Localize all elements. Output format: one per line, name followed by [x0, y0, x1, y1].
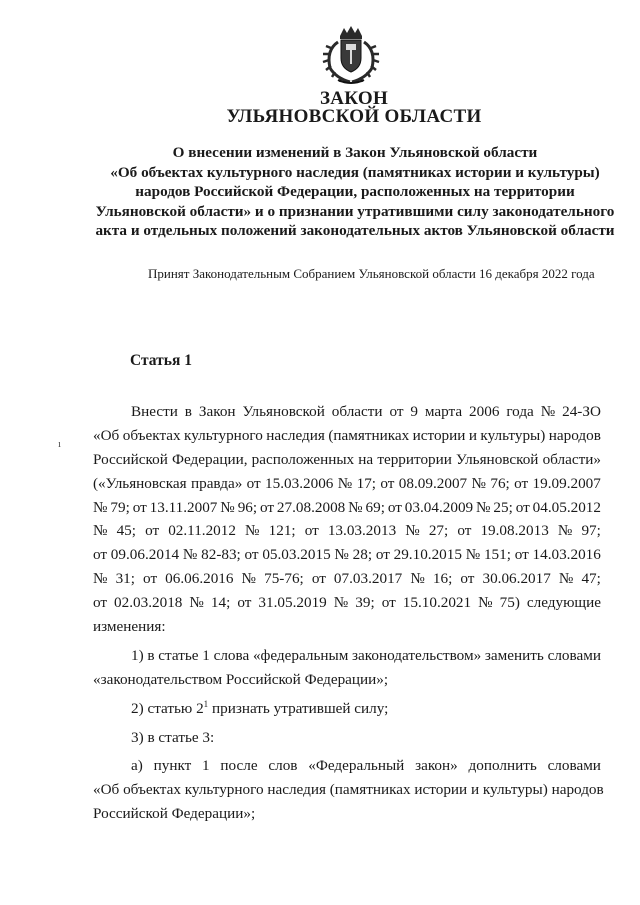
word: 16;	[432, 570, 453, 588]
word: от	[460, 570, 475, 588]
word: «Об	[93, 426, 120, 444]
word: от	[93, 594, 108, 612]
body-line	[93, 424, 601, 448]
word: 39;	[355, 594, 375, 612]
word: 29.10.2015	[393, 546, 462, 564]
word: 13.11.2007	[149, 498, 218, 516]
word: 76;	[490, 474, 510, 492]
word: 82-83;	[201, 546, 241, 564]
word: от	[145, 522, 160, 540]
word: Ульяновской	[456, 450, 539, 468]
body-line	[93, 567, 601, 591]
word: законодательством»	[352, 646, 482, 664]
item-2-line	[93, 697, 601, 721]
word: №	[93, 570, 108, 588]
word: 1)	[131, 646, 144, 664]
word: 9	[410, 403, 418, 420]
word: от	[387, 498, 402, 516]
body-line	[93, 448, 601, 472]
word: объектах	[122, 426, 181, 444]
body-line	[93, 591, 601, 615]
law-region-title: УЛЬЯНОВСКОЙ ОБЛАСТИ	[226, 106, 482, 127]
word: №	[558, 570, 574, 588]
word: (памятниках	[328, 426, 410, 444]
word: в	[184, 403, 192, 420]
body-line	[93, 400, 601, 424]
word: и	[468, 426, 477, 444]
word: «федеральным	[252, 646, 349, 664]
word: 24-ЗО	[562, 403, 601, 420]
word: правда»	[190, 474, 243, 492]
item-2-text-suffix: признать утратившей силу;	[208, 699, 389, 717]
word: №	[471, 474, 486, 492]
subject-line: Ульяновской области» и о признании утратившими силу законодательного	[95, 202, 615, 220]
word: №	[540, 403, 556, 420]
word: 05.03.2015	[262, 546, 331, 564]
article-body	[93, 400, 604, 826]
coat-of-arms-emblem	[316, 24, 386, 88]
word: №	[348, 498, 363, 516]
word: года	[506, 403, 534, 420]
word: расположенных	[251, 450, 355, 468]
word: №	[557, 522, 573, 540]
word: 28;	[352, 546, 373, 564]
word: территории	[377, 450, 452, 468]
word: народов	[548, 426, 601, 444]
word: марта	[424, 403, 463, 420]
word: 69;	[365, 498, 385, 516]
word: 27;	[428, 522, 449, 540]
word: 75)	[499, 594, 520, 612]
word: после	[220, 757, 258, 775]
word: №	[333, 594, 349, 612]
word: от	[244, 546, 259, 564]
item-3a-line: «Об объектах культурного наследия (памятниках истории и культуры) народов	[93, 781, 604, 799]
word: от	[143, 570, 158, 588]
law-subject	[95, 143, 615, 241]
word: от	[380, 474, 395, 492]
word: №	[465, 546, 481, 564]
word: 2006	[469, 403, 500, 420]
item-2-text: 2) статью 2	[131, 699, 204, 717]
word: от	[304, 522, 319, 540]
word: №	[93, 498, 108, 516]
word: 47;	[581, 570, 601, 588]
word: культурного	[184, 426, 263, 444]
word: культуры)	[480, 426, 546, 444]
word: от	[457, 522, 472, 540]
body-line	[93, 472, 601, 496]
word: статье	[158, 646, 199, 664]
word: 14;	[210, 594, 231, 612]
item-3a-line: Российской Федерации»;	[93, 805, 256, 823]
word: 04.05.2012	[532, 498, 601, 516]
body-line: изменения:	[93, 618, 166, 636]
word: от	[389, 403, 404, 420]
word: 121;	[268, 522, 296, 540]
word: 15.03.2006	[265, 474, 334, 492]
word: Внести	[131, 403, 178, 420]
word: №	[337, 474, 353, 492]
word: от	[260, 498, 275, 516]
word: словами	[547, 757, 601, 775]
subject-line: акта и отдельных положений законодательных актов Ульяновской области	[95, 222, 615, 240]
body-line	[93, 496, 601, 520]
word: 19.09.2007	[532, 474, 601, 492]
word: Ульяновской	[242, 403, 325, 420]
word: №	[189, 594, 204, 612]
word: 45;	[116, 522, 136, 540]
word: «Федеральный	[308, 757, 405, 775]
word: 96;	[237, 498, 258, 516]
word: от	[514, 474, 529, 492]
word: 07.03.2017	[333, 570, 403, 588]
word: №	[245, 522, 260, 540]
word: пункт	[153, 757, 192, 775]
word: слов	[268, 757, 298, 775]
word: наследия	[266, 426, 325, 444]
word: №	[182, 546, 198, 564]
word: области»	[542, 450, 601, 468]
word: 13.03.2013	[327, 522, 397, 540]
item-3-line: 3) в статье 3:	[131, 728, 215, 746]
item-1-line	[93, 644, 601, 668]
item-3a-line	[93, 754, 601, 778]
word: №	[241, 570, 257, 588]
word: от	[246, 474, 261, 492]
word: 31.05.2019	[258, 594, 327, 612]
word: 02.11.2012	[168, 522, 236, 540]
word: от	[311, 570, 326, 588]
word: 15.10.2021	[402, 594, 472, 612]
word: 09.06.2014	[110, 546, 180, 564]
subject-line: О внесении изменений в Закон Ульяновской области	[172, 144, 538, 161]
word: 27.08.2008	[276, 498, 346, 516]
word: а)	[131, 757, 143, 775]
word: («Ульяновская	[93, 474, 187, 492]
word: от	[237, 594, 252, 612]
word: от	[93, 546, 108, 564]
word: от	[381, 594, 396, 612]
word: в	[147, 646, 155, 664]
word: 79;	[110, 498, 130, 516]
word: Российской	[93, 450, 168, 468]
word: 08.09.2007	[398, 474, 468, 492]
word: №	[334, 546, 349, 564]
word: истории	[412, 426, 466, 444]
word: №	[410, 570, 425, 588]
word: 03.04.2009	[404, 498, 474, 516]
word: на	[358, 450, 374, 468]
body-line	[93, 519, 601, 543]
word: 31;	[115, 570, 135, 588]
word: 06.06.2016	[165, 570, 234, 588]
word: дополнить	[468, 757, 537, 775]
word: №	[93, 522, 108, 540]
word: словами	[547, 646, 601, 664]
law-title: ЗАКОН	[319, 88, 389, 109]
adoption-note: Принят Законодательным Собранием Ульяновской области 16 декабря 2022 года	[148, 266, 595, 281]
word: слова	[213, 646, 250, 664]
word: 75-76;	[264, 570, 304, 588]
word: 19.08.2013	[480, 522, 549, 540]
word: Федерации,	[172, 450, 248, 468]
word: 14.03.2016	[532, 546, 601, 564]
word: закон»	[415, 757, 458, 775]
word: 1	[202, 757, 210, 775]
word: №	[220, 498, 235, 516]
article-heading: Статья 1	[130, 352, 192, 369]
word: 17;	[356, 474, 377, 492]
word: №	[405, 522, 420, 540]
word: следующие	[526, 594, 601, 612]
item-2-superscript: 1	[203, 698, 209, 709]
word: от	[515, 498, 530, 516]
subject-line: «Об объектах культурного наследия (памятниках истории и культуры)	[110, 163, 600, 181]
subject-line: народов Российской Федерации, расположенных на территории	[135, 183, 575, 201]
word: 25;	[493, 498, 513, 516]
word: 1	[202, 646, 210, 664]
word: 151;	[483, 546, 511, 564]
item-1-line: «законодательством Российской Федерации»;	[93, 670, 389, 688]
word: 97;	[581, 522, 601, 540]
word: №	[476, 498, 491, 516]
body-line	[93, 543, 601, 567]
word: заменить	[484, 646, 544, 664]
word: от	[132, 498, 147, 516]
margin-mark: ı	[58, 438, 62, 450]
word: от	[375, 546, 390, 564]
word: №	[478, 594, 493, 612]
word: 30.06.2017	[482, 570, 551, 588]
word: 02.03.2018	[114, 594, 183, 612]
word: от	[514, 546, 529, 564]
word: Закон	[198, 403, 236, 420]
word: области	[331, 403, 383, 420]
